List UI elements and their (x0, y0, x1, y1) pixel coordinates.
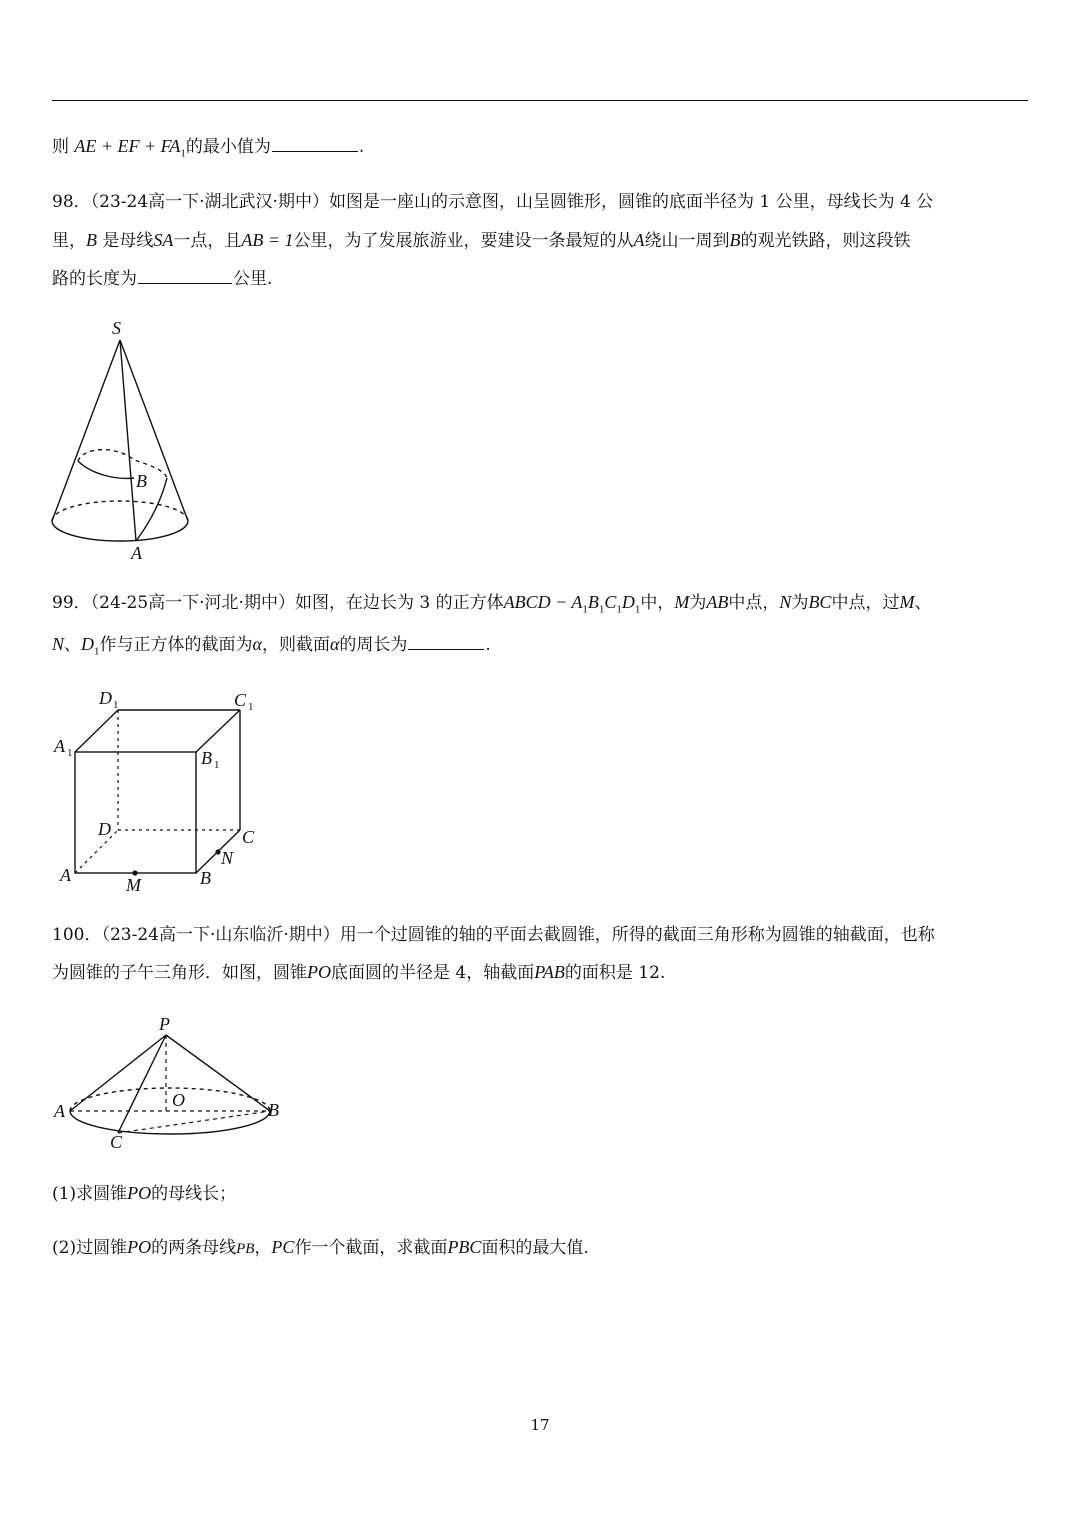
q100-label-A: A (54, 1101, 65, 1121)
q98-B: B (86, 230, 97, 250)
q100-s2a: (2)过圆锥 (52, 1238, 128, 1258)
q99-end: . (485, 635, 491, 655)
q100-source: （23-24高一下·山东临沂·期中） (101, 925, 340, 945)
q100-s1b: 的母线长； (151, 1184, 237, 1204)
q99-t1a: 如图，在边长为 3 的正方体 (294, 593, 504, 613)
q100-s2-PC: PC (271, 1237, 295, 1257)
page-number: 17 (530, 1416, 550, 1434)
q100-t1: 用一个过圆锥的轴的平面去截圆锥，所得的截面三角形称为圆锥的轴截面，也称 (339, 925, 935, 945)
q99-number: 99． (52, 593, 91, 613)
q98-number: 98． (52, 192, 91, 212)
q98-label-A: A (131, 543, 142, 563)
q100-label-O: O (172, 1090, 185, 1110)
q100-base-back (70, 1088, 270, 1111)
q99-cube-name: ABCD − $A_1B_1C_1D_1$ (503, 592, 641, 616)
q99-label-N: N (221, 848, 234, 868)
q98-label-S: S (112, 318, 121, 338)
q99-label-C1-sub: 1 (248, 701, 254, 713)
q99-label-D: D (98, 819, 111, 839)
q99-AB: AB (706, 592, 729, 612)
q98-B2: B (729, 230, 741, 250)
q99-label-C1: C (234, 690, 247, 710)
q99-label-D1: D (99, 688, 112, 708)
q98-A: A (633, 230, 645, 250)
q99-label-M: M (126, 875, 141, 895)
q99-D1: $D_1$ (81, 634, 100, 658)
q98-t2f: 的观光铁路，则这段铁 (740, 231, 911, 251)
q100-t2c: 的面积是 12. (564, 963, 666, 983)
q99-t1d: 中点， (728, 593, 780, 613)
q100-s2d: 作一个截面，求截面 (294, 1238, 448, 1258)
q100-t2a: 为圆锥的子午三角形．如图，圆锥 (52, 963, 307, 983)
q98-t3a: 路的长度为 (52, 269, 137, 289)
q99-alpha2: α (329, 634, 340, 654)
q97-end: . (358, 137, 365, 157)
q100-base-front (70, 1111, 270, 1134)
q99-t1e: 为 (791, 593, 809, 613)
q99-source: （24-25高一下·河北·期中） (90, 593, 295, 613)
q100-label-P: P (159, 1014, 170, 1034)
q100-s1-PO: PO (127, 1183, 152, 1203)
q100-sub2 (52, 1235, 589, 1261)
q98-label-B: B (136, 471, 147, 491)
q99-N2: N (52, 634, 65, 654)
q98-source: （23-24高一下·湖北武汉·期中） (90, 192, 329, 212)
q100-s2e: 面积的最大值. (481, 1238, 589, 1258)
q100-label-B: B (268, 1100, 279, 1120)
q100-PO: PO (307, 962, 331, 982)
q99-t1c: 为 (689, 593, 707, 613)
q98-t2c: 一点，且 (173, 231, 242, 251)
q99-M2: M (899, 592, 915, 612)
q100-label-C: C (110, 1132, 123, 1152)
q99-label-A1: A (54, 736, 65, 756)
q99-alpha: α (252, 634, 262, 654)
q99-BC: BC (808, 592, 832, 612)
q100-s2b: 的两条母线 (151, 1238, 237, 1258)
q98-t3b: 公里. (233, 269, 273, 289)
q99-M: M (674, 592, 690, 612)
q100-s1a: (1)求圆锥 (52, 1184, 128, 1204)
q100-s2c: ， (254, 1238, 272, 1258)
q98-t2a: 里， (52, 231, 86, 251)
q100-t2b: 底面圆的半径是 4，轴截面 (331, 963, 535, 983)
q99-label-B: B (200, 868, 211, 888)
q99-t2c: ，则截面 (261, 635, 330, 655)
q98-eq: AB = 1 (241, 230, 294, 250)
q99-label-B1: B (201, 748, 212, 768)
q99-label-A: A (60, 865, 71, 885)
q100-s2-PO: PO (127, 1237, 152, 1257)
q99-t2d: 的周长为 (339, 635, 408, 655)
q98-t2b: 是母线 (102, 231, 154, 251)
q99-t2b: 作与正方体的截面为 (99, 635, 253, 655)
q97-expr: AE + EF + $FA_1$ (74, 136, 186, 160)
q100-PAB: PAB (534, 962, 565, 982)
q99-N: N (779, 592, 792, 612)
q99-label-D1-sub: 1 (113, 699, 119, 711)
q100-CB (118, 1111, 270, 1133)
q97-prefix: 则 (52, 137, 69, 157)
q99-t1b: 中， (640, 593, 675, 613)
q99-t2a: 、 (64, 635, 82, 655)
q100-s2-PB: PB (236, 1241, 255, 1257)
q100-sub1 (52, 1181, 236, 1206)
q99-label-A1-sub: 1 (67, 747, 73, 759)
q100-PA (70, 1035, 166, 1111)
q99-label-B1-sub: 1 (214, 759, 220, 771)
q100-PC (118, 1035, 166, 1133)
q98-t2e: 绕山一周到 (644, 231, 730, 251)
q98-text1: 如图是一座山的示意图，山呈圆锥形，圆锥的底面半径为 1 公里，母线长为 4 公 (328, 192, 934, 212)
q99-label-C: C (242, 827, 255, 847)
q99-t1f: 中点，过 (831, 593, 900, 613)
q100-number: 100． (52, 925, 102, 945)
q98-t2d: 公里，为了发展旅游业，要建设一条最短的从 (293, 231, 634, 251)
q97-text: 的最小值为 (185, 137, 271, 157)
q99-t1g: 、 (914, 593, 932, 613)
q98-SA: SA (153, 230, 174, 250)
q100-s2-PBC: PBC (447, 1237, 482, 1257)
